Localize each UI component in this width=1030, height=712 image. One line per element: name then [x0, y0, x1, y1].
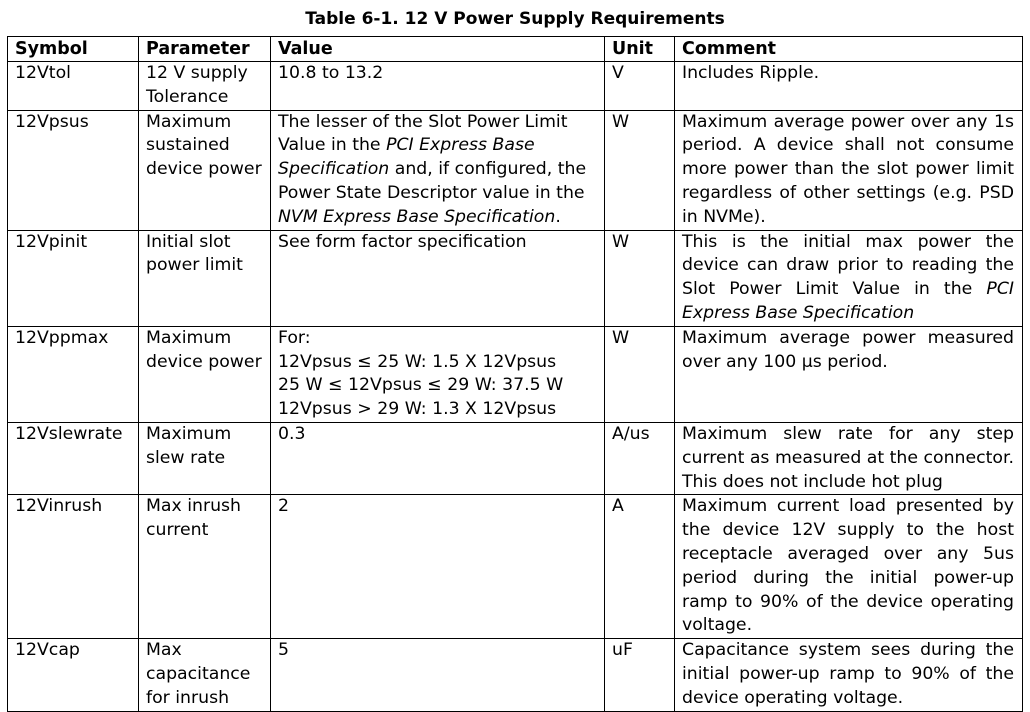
header-comment: Comment [675, 37, 1023, 62]
table-row [8, 422, 1023, 494]
table-caption: Table 6-1. 12 V Power Supply Requirements [305, 9, 725, 29]
cell-unit: A [605, 495, 675, 639]
cell-parameter: Initial slot power limit [139, 230, 271, 326]
cell-symbol: 12Vcap [8, 639, 139, 711]
header-value: Value [271, 37, 605, 62]
cell-parameter: Maximum slew rate [139, 422, 271, 494]
table-row [8, 230, 1023, 326]
value-text: The lesser of the Slot Power Limit Value in the [278, 111, 568, 156]
spec-reference: PCI Express Base Specification [278, 135, 535, 180]
cell-unit: uF [605, 639, 675, 711]
value-line: For: [278, 327, 311, 348]
cell-comment: Includes Ripple. [675, 62, 1023, 111]
header-parameter: Parameter [139, 37, 271, 62]
cell-symbol: 12Vtol [8, 62, 139, 111]
cell-unit: A/us [605, 422, 675, 494]
cell-comment: Capacitance system sees during the initial power-up ramp to 90% of the device operating voltage. [675, 639, 1023, 711]
table-header-row [8, 37, 1023, 62]
table-row [8, 639, 1023, 711]
table-row [8, 326, 1023, 422]
cell-comment: Maximum average power over any 1s period. A device shall not consume more power than the slot power limit regardless of other settings (e.g. PSD in NVMe). [675, 110, 1023, 230]
spec-reference: NVM Express Base Specification [278, 206, 556, 227]
cell-unit: V [605, 62, 675, 111]
cell-symbol: 12Vppmax [8, 326, 139, 422]
cell-parameter: Max inrush current [139, 495, 271, 639]
cell-value: 10.8 to 13.2 [271, 62, 605, 111]
cell-comment: Maximum average power measured over any 100 µs period. [675, 326, 1023, 422]
cell-parameter: 12 V supply Tolerance [139, 62, 271, 111]
value-text: . [555, 206, 561, 227]
cell-parameter: Max capacitance for inrush [139, 639, 271, 711]
cell-comment [675, 230, 1023, 326]
cell-value: 0.3 [271, 422, 605, 494]
cell-symbol: 12Vslewrate [8, 422, 139, 494]
cell-value [271, 326, 605, 422]
header-unit: Unit [605, 37, 675, 62]
value-line: 25 W ≤ 12Vpsus ≤ 29 W: 37.5 W [278, 375, 564, 396]
value-line: 12Vpsus > 29 W: 1.3 X 12Vpsus [278, 399, 557, 420]
cell-symbol: 12Vinrush [8, 495, 139, 639]
power-supply-requirements-table [7, 36, 1023, 712]
cell-unit: W [605, 326, 675, 422]
table-row [8, 110, 1023, 230]
cell-value [271, 110, 605, 230]
cell-value: See form factor specification [271, 230, 605, 326]
cell-comment: Maximum slew rate for any step current as measured at the connector. This does not include hot plug [675, 422, 1023, 494]
spec-reference: PCI Express Base Specification [682, 279, 1014, 323]
cell-value: 5 [271, 639, 605, 711]
cell-parameter: Maximum sustained device power [139, 110, 271, 230]
table-row [8, 495, 1023, 639]
table-row [8, 62, 1023, 111]
header-symbol: Symbol [8, 37, 139, 62]
value-line: 12Vpsus ≤ 25 W: 1.5 X 12Vpsus [278, 351, 557, 372]
cell-unit: W [605, 110, 675, 230]
cell-unit: W [605, 230, 675, 326]
cell-value: 2 [271, 495, 605, 639]
cell-comment: Maximum current load presented by the device 12V supply to the host receptacle averaged over any 5us period during the initial power-up ramp to 90% of the device operating voltage. [675, 495, 1023, 639]
value-text: and, if configured, the Power State Descriptor value in the [278, 159, 587, 203]
cell-parameter: Maximum device power [139, 326, 271, 422]
cell-symbol: 12Vpinit [8, 230, 139, 326]
cell-symbol: 12Vpsus [8, 110, 139, 230]
comment-text: This is the initial max power the device can draw prior to reading the Slot Power Limit Value in the [682, 231, 1014, 300]
